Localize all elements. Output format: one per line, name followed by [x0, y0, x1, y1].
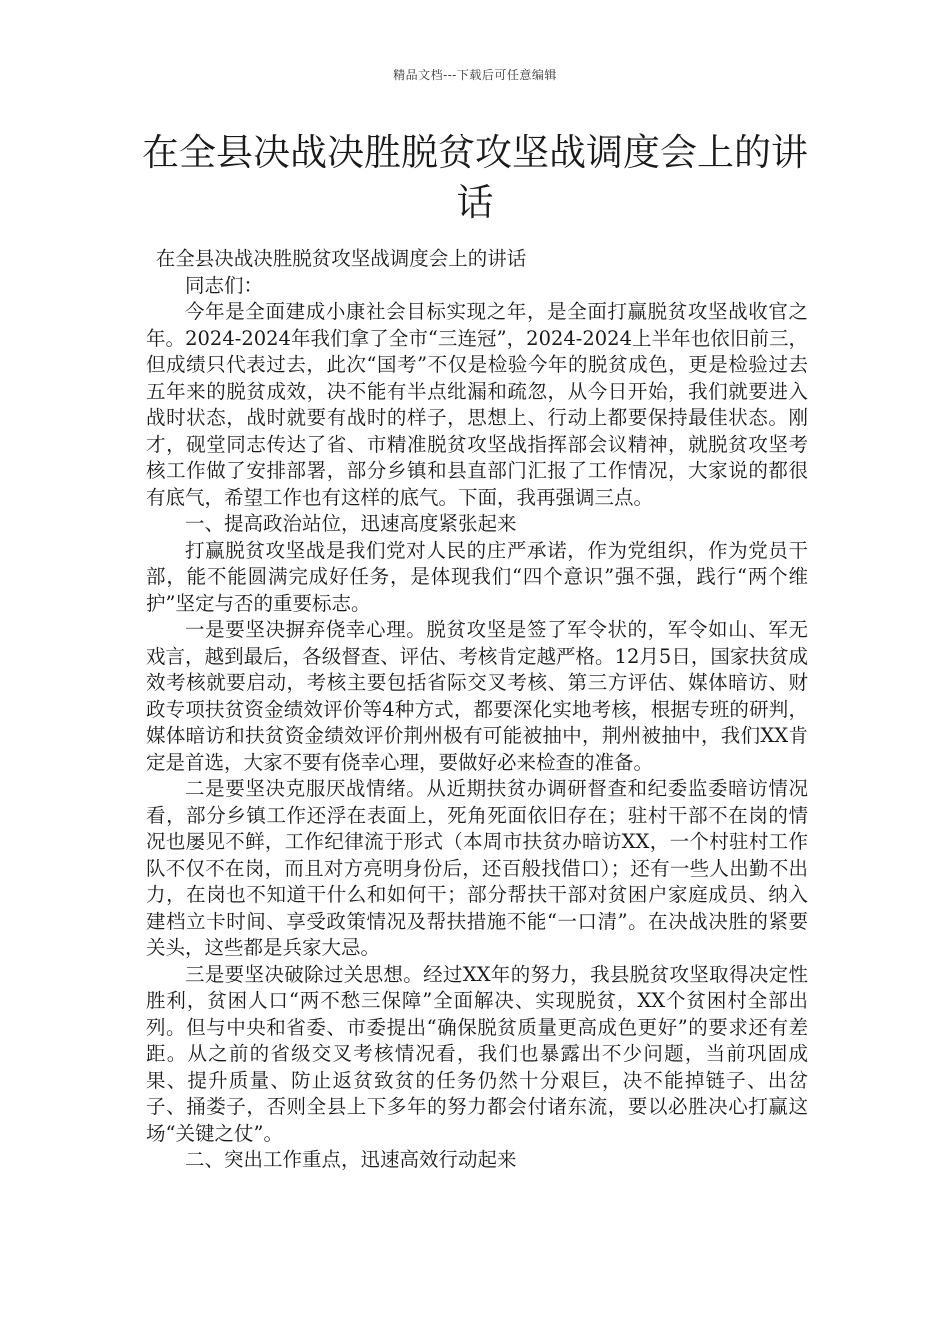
document-body	[146, 246, 808, 1174]
document-subtitle: 在全县决战决胜脱贫攻坚战调度会上的讲话	[155, 247, 527, 270]
section-heading-1: 一、提高政治站位，迅速高度紧张起来	[185, 512, 517, 535]
paragraph-intro: 今年是全面建成小康社会目标实现之年，是全面打赢脱贫攻坚战收官之年。2024-2024年我们拿了全市“三连冠”，2024-2024上半年也依旧前三，但成绩只代表过去，此次“国考”不仅是检验今年的脱贫成色，更是检验过去五年来的脱贫成效，决不能有半点纰漏和疏忽，从今日开始，我们就要进入战时状态，战时就要有战时的样子，思想上、行动上都要保持最佳状态。刚才，砚堂同志传达了省、市精准脱贫攻坚战指挥部会议精神，就脱贫攻坚考核工作做了安排部署，部分乡镇和县直部门汇报了工作情况，大家说的都很有底气，希望工作也有这样的底气。下面，我再强调三点。	[146, 300, 808, 509]
paragraph-point-2: 二是要坚决克服厌战情绪。从近期扶贫办调研督查和纪委监委暗访情况看，部分乡镇工作还浮在表面上，死角死面依旧存在；驻村干部不在岗的情况也屡见不鲜，工作纪律流于形式（本周市扶贫办暗访XX，一个村驻村工作队不仅不在岗，而且对方亮明身份后，还百般找借口）；还有一些人出勤不出力，在岗也不知道干什么和如何干；部分帮扶干部对贫困户家庭成员、纳入建档立卡时间、享受政策情况及帮扶措施不能“一口清”。在决战决胜的紧要关头，这些都是兵家大忌。	[146, 777, 808, 959]
section-heading-2: 二、突出工作重点，迅速高效行动起来	[185, 1148, 517, 1171]
document-title: 在全县决战决胜脱贫攻坚战调度会上的讲话	[142, 131, 808, 224]
paragraph-point-1: 一是要坚决摒弃侥幸心理。脱贫攻坚是签了军令状的，军令如山、军无戏言，越到最后，各级督查、评估、考核肯定越严格。12月5日，国家扶贫成效考核就要启动，考核主要包括省际交叉考核、第三方评估、媒体暗访、财政专项扶贫资金绩效评价等4种方式，都要深化实地考核，根据专班的研判，媒体暗访和扶贫资金绩效评价荆州极有可能被抽中，荆州被抽中，我们XX肯定是首选，大家不要有侥幸心理，要做好必来检查的准备。	[146, 618, 808, 774]
paragraph-section-1-intro: 打赢脱贫攻坚战是我们党对人民的庄严承诺，作为党组织，作为党员干部，能不能圆满完成好任务，是体现我们“四个意识”强不强，践行“两个维护”坚定与否的重要标志。	[146, 538, 808, 615]
header-note: 精品文档---下载后可任意编辑	[393, 68, 557, 82]
salutation: 同志们：	[185, 273, 264, 297]
paragraph-point-3: 三是要坚决破除过关思想。经过XX年的努力，我县脱贫攻坚取得决定性胜利，贫困人口“两不愁三保障”全面解决、实现脱贫，XX个贫困村全部出列。但与中央和省委、市委提出“确保脱贫质量更高成色更好”的要求还有差距。从之前的省级交叉考核情况看，我们也暴露出不少问题，当前巩固成果、提升质量、防止返贫致贫的任务仍然十分艰巨，决不能掉链子、出岔子、捅娄子，否则全县上下多年的努力都会付诸东流，要以必胜决心打赢这场“关键之仗”。	[146, 962, 808, 1145]
